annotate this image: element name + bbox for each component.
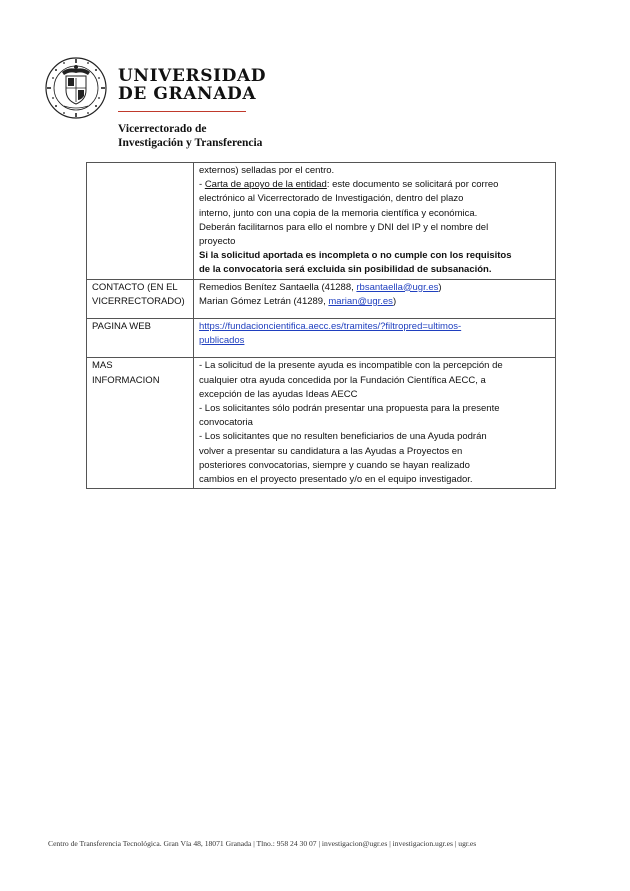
table-row-contact	[87, 279, 556, 318]
exclusion-warning-line: Si la solicitud aportada es incompleta o no cumple con los requisitos	[199, 250, 512, 262]
more-info-value-cell	[194, 358, 556, 489]
contact-label-line1: CONTACTO (EN EL	[92, 281, 178, 293]
more-info-line: - La solicitud de la presente ayuda es incompatible con la percepción de	[199, 360, 503, 372]
closing-paren: )	[392, 295, 397, 307]
more-info-line: cambios en el proyecto presentado y/o en el equipo investigador.	[199, 474, 473, 486]
web-value-cell	[194, 319, 556, 358]
closing-paren: )	[438, 281, 442, 293]
web-url-link[interactable]	[199, 320, 550, 348]
documents-line: externos) selladas por el centro.	[199, 165, 335, 176]
more-info-line: - Los solicitantes sólo podrán presentar una propuesta para la presente	[199, 403, 500, 415]
more-info-line: excepción de las ayudas Ideas AECC	[199, 388, 358, 400]
call-info-table	[86, 162, 556, 489]
university-seal-logo	[44, 56, 108, 120]
contact-person-1-email-link[interactable]: rbsantaella@ugr.es	[356, 281, 439, 293]
contact-label-cell	[87, 279, 194, 318]
page-footer: Centro de Transferencia Tecnológica. Gran Vía 48, 18071 Granada | Tlno.: 958 24 30 07 | investigacion@ugr.es | investigacion.ugr.es | ugr.es	[48, 839, 477, 848]
web-label-cell	[87, 319, 194, 358]
table-row-web	[87, 319, 556, 358]
web-url-line2: publicados	[199, 335, 245, 347]
letter-of-support-text: : este documento se solicitará por correo	[326, 179, 499, 191]
letter-of-support-title: Carta de apoyo de la entidad	[204, 179, 327, 191]
more-info-line: cualquier otra ayuda concedida por la Fundación Científica AECC, a	[199, 374, 486, 386]
contact-person-2-email-link[interactable]: marian@ugr.es	[328, 295, 393, 307]
contact-value-cell	[194, 279, 556, 318]
documents-line: Deberán facilitarnos para ello el nombre y DNI del IP y el nombre del	[199, 221, 489, 233]
exclusion-warning-line: de la convocatoria será excluida sin posibilidad de subsanación.	[199, 264, 492, 276]
more-info-line: posteriores convocatorias, siempre y cuando se hayan realizado	[199, 459, 470, 471]
letter-of-support-line	[199, 178, 550, 192]
dash: -	[199, 179, 205, 191]
web-url-line1: https://fundacioncientifica.aecc.es/tramites/?filtropred=ultimos-	[199, 321, 462, 333]
more-info-line: convocatoria	[199, 417, 253, 429]
contact-person-1-name: Remedios Benítez Santaella (41288,	[199, 281, 357, 293]
more-info-label-cell	[87, 358, 194, 489]
department-line2: Investigación y Transferencia	[118, 137, 263, 149]
documents-line: electrónico al Vicerrectorado de Investigación, dentro del plazo	[199, 193, 464, 205]
documents-value-cell	[194, 163, 556, 280]
university-name-line2: DE GRANADA	[118, 84, 257, 104]
department-name	[118, 122, 262, 150]
cell-spacer	[199, 309, 550, 317]
more-info-line: - Los solicitantes que no resulten beneficiarios de una Ayuda podrán	[199, 431, 487, 443]
contact-label-line2: VICERRECTORADO)	[92, 295, 185, 307]
more-info-line: volver a presentar su candidatura a las Ayudas a Proyectos en	[199, 445, 463, 457]
header-accent-rule	[118, 111, 246, 112]
department-line1: Vicerrectorado de	[118, 123, 207, 135]
web-label: PAGINA WEB	[92, 321, 151, 333]
contact-person-1	[199, 281, 550, 295]
university-name-line1: UNIVERSIDAD	[118, 66, 267, 86]
contact-person-2	[199, 295, 550, 309]
documents-line: proyecto	[199, 236, 236, 248]
table-row-documents	[87, 163, 556, 280]
contact-person-2-name: Marian Gómez Letrán (41289,	[199, 295, 329, 307]
documents-line: interno, junto con una copia de la memoria científica y económica.	[199, 207, 478, 219]
table-row-more-info	[87, 358, 556, 489]
cell-spacer	[199, 348, 550, 356]
university-name	[118, 67, 266, 103]
more-info-label-line1: MAS	[92, 360, 113, 372]
more-info-label-line2: INFORMACION	[92, 374, 160, 386]
documents-label-cell	[87, 163, 194, 280]
